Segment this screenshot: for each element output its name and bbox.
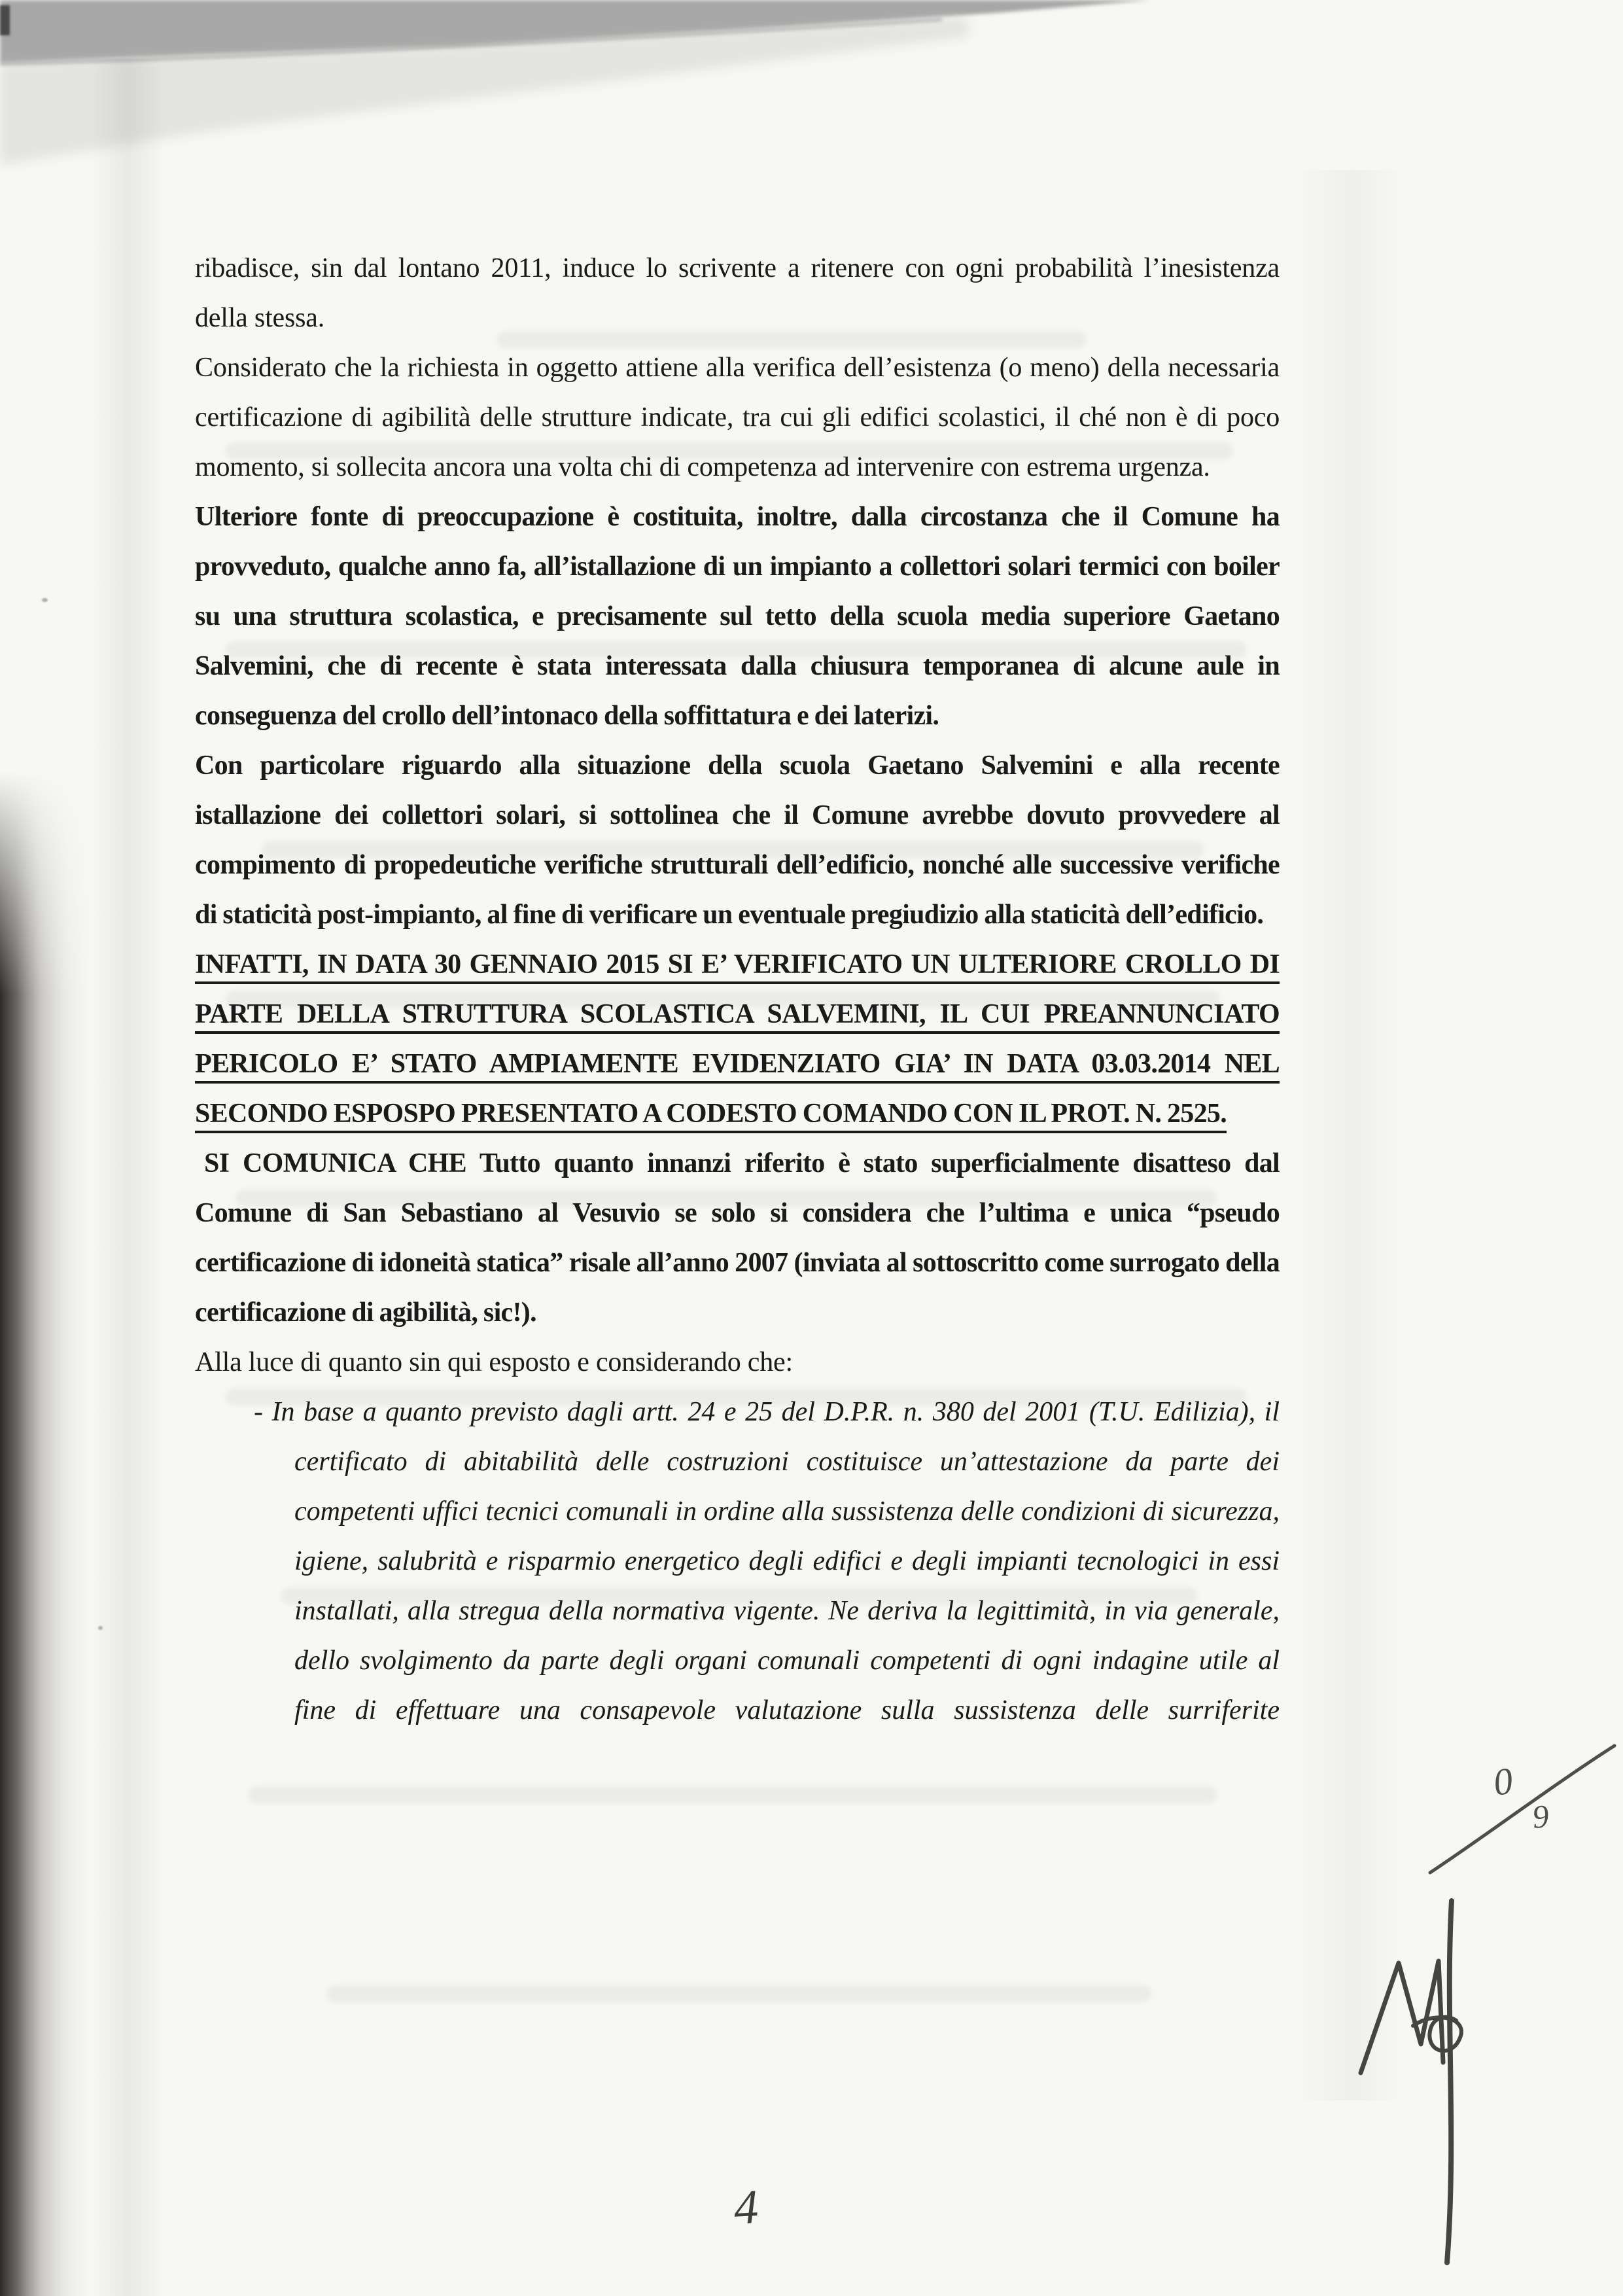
paragraph-con-particolare-riguardo: Con particolare riguardo alla situazione della scuola Gaetano Salvemini e alla recente istallazione dei collettori solari, si sottolinea che il Comune avrebbe dovuto provvedere al compimento di propedeutiche verifiche strutturali dell’edificio, nonché alle successive verifiche di staticità post-impianto, al fine di verificare un eventuale pregiudizio alla staticità dell’edificio. (195, 751, 1280, 930)
document-text (195, 243, 1280, 1735)
right-shading (1292, 170, 1403, 2100)
top-scanner-band (0, 0, 1151, 165)
paragraph-continuation: ribadisce, sin dal lontano 2011, induce lo scrivente a ritenere con ogni probabilità l’inesistenza della stessa. (195, 253, 1280, 333)
bullet-item-dpr-380: - In base a quanto previsto dagli artt. 24 e 25 del D.P.R. n. 380 del 2001 (T.U. Edilizia), il certificato di abitabilità delle costruzioni costituisce un’attestazione da parte dei competenti uffici tecnici comunali in ordine alla sussistenza delle condizioni di sicurezza, igiene, salubrità e risparmio energetico degli edifici e degli impianti tecnologici in essi installati, alla stregua della normativa vigente. Ne deriva la legittimità, in via generale, dello svolgimento da parte degli organi comunali competenti di ogni indagine utile al fine di effettuare una consapevole valutazione sulla sussistenza delle surriferite (254, 1397, 1280, 1725)
handwritten-slash (1430, 1746, 1614, 1873)
signature-scribble (1361, 1901, 1461, 2263)
handwritten-zero: 0 (1490, 1759, 1516, 1804)
bleed-through-line (249, 1786, 1217, 1803)
bleed-through-line (327, 1985, 1152, 2002)
paragraph-ulteriore-fonte: Ulteriore fonte di preoccupazione è costituita, inoltre, dalla circostanza che il Comune ha provveduto, qualche anno fa, all’istallazione di un impianto a collettori solari termici con boiler su una struttura scolastica, e precisamente sul tetto della scuola media superiore Gaetano Salvemini, che di recente è stata interessata dalla chiusura temporanea di alcune aule in conseguenza del crollo dell’intonaco della soffittatura e dei laterizi. (195, 502, 1280, 731)
page-number: 4 (732, 2180, 760, 2235)
paragraph-alla-luce: Alla luce di quanto sin qui esposto e considerando che: (195, 1347, 793, 1377)
scan-speck (42, 598, 48, 602)
handwritten-nine: 9 (1531, 1797, 1550, 1835)
spine-shadow (0, 772, 90, 2296)
paragraph-infatti-crollo-underlined: INFATTI, IN DATA 30 GENNAIO 2015 SI E’ VERIFICATO UN ULTERIORE CROLLO DI PARTE DELLA STRUTTURA SCOLASTICA SALVEMINI, IL CUI PREANNUNCIATO PERICOLO E’ STATO AMPIAMENTE EVIDENZIATO GIA’ IN DATA 03.03.2014 NEL SECONDO ESPOSPO PRESENTATO A CODESTO COMANDO CON IL PROT. N. 2525. (195, 949, 1280, 1129)
handwritten-fraction-mark (1430, 1746, 1614, 1873)
fold-shadow (90, 59, 166, 2296)
corner-smudge (0, 5, 10, 35)
paragraph-considerato: Considerato che la richiesta in oggetto attiene alla verifica dell’esistenza (o meno) della necessaria certificazione di agibilità delle strutture indicate, tra cui gli edifici scolastici, il ché non è di poco momento, si sollecita ancora una volta chi di competenza ad intervenire con estrema urgenza. (195, 353, 1280, 482)
scan-speck (98, 1626, 103, 1630)
paragraph-si-comunica: SI COMUNICA CHE Tutto quanto innanzi riferito è stato superficialmente disatteso dal Comune di San Sebastiano al Vesuvio se solo si considera che l’ultima e unica “pseudo certificazione di idoneità statica” risale all’anno 2007 (inviata al sottoscritto come surrogato della certificazione di agibilità, sic!). (195, 1148, 1280, 1328)
